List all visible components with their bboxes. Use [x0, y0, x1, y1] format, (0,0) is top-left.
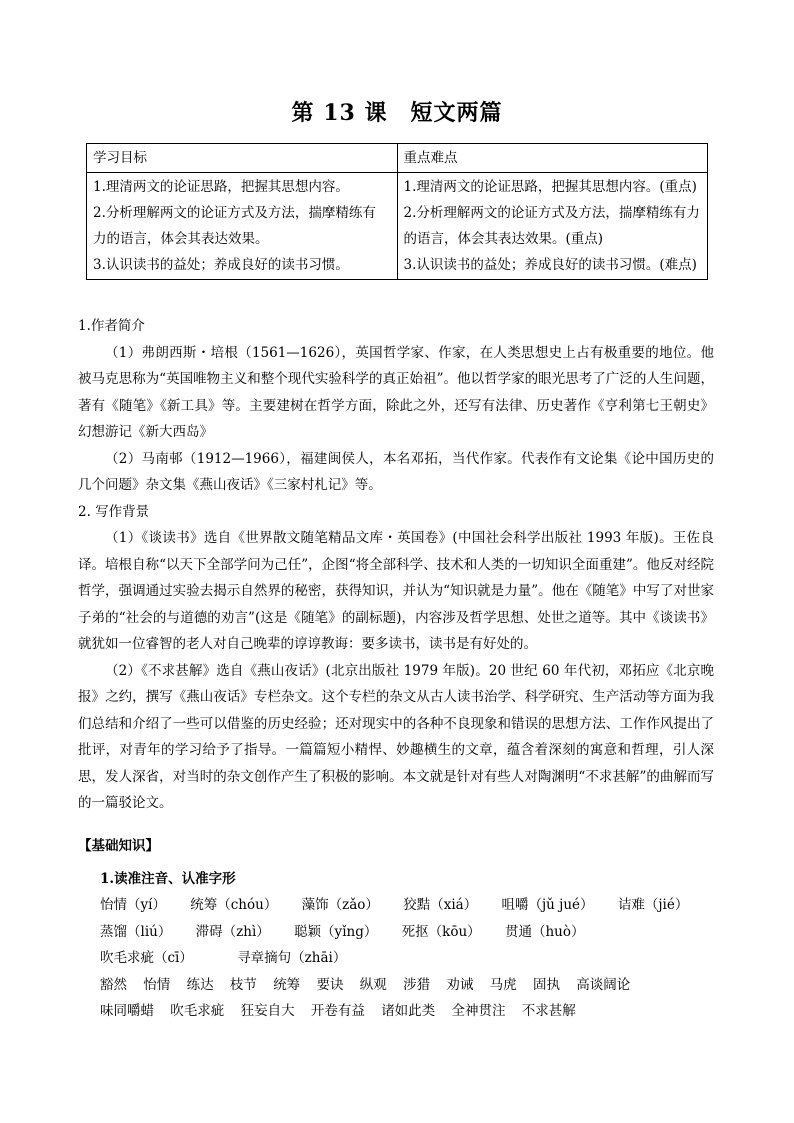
goal-line: 力的语言，体会其表达效果。 [93, 231, 269, 247]
keyword: 诸如此类 [381, 1003, 436, 1019]
paragraph: （2）马南邨（1912—1966），福建闽侯人，本名邓拓，当代作家。代表作有文论集《论中国历史的几个问题》杂文集《燕山夜话》《三家村札记》等。 [78, 450, 714, 493]
vocab-row [100, 919, 714, 946]
keyword: 怡情 [143, 976, 171, 993]
vocab-item: 贯通（huò） [504, 923, 585, 940]
basics-heading: 【基础知识】 [78, 838, 159, 854]
difficulty-header: 重点难点 [397, 144, 708, 173]
keyword-row [100, 972, 714, 999]
difficulty-line: 2.分析理解两文的论证方式及方法，揣摩精练有力 [403, 205, 700, 221]
keyword: 涉猎 [403, 976, 431, 993]
vocab-item: 蒸馏（liú） [100, 923, 172, 940]
difficulty-line: 的语言，体会其表达效果。(重点) [403, 231, 604, 247]
keyword: 全神贯注 [451, 1003, 506, 1019]
vocab-item: 统筹（chóu） [190, 897, 278, 913]
vocab-item: 狡黠（xiá） [403, 897, 478, 913]
vocab-item: 聪颖（yǐng） [294, 923, 378, 940]
vocab-row [100, 892, 714, 919]
keyword: 马虎 [489, 976, 517, 993]
vocab-item: 滞碍（zhì） [195, 923, 270, 940]
difficulty-line: 3.认识读书的益处；养成良好的读书习惯。(难点) [403, 257, 697, 273]
vocab-row [100, 945, 714, 972]
vocab-item: 咀嚼（jǔ jué） [501, 897, 594, 913]
basics-subheading: 1.读准注音、认准字形 [100, 870, 236, 887]
difficulty-line: 1.理清两文的论证思路，把握其思想内容。(重点) [403, 179, 697, 195]
vocab-item: 寻章摘句（zhāi） [237, 950, 347, 966]
keyword: 枝节 [229, 976, 257, 993]
keyword: 狂妄自大 [240, 1003, 295, 1019]
keyword: 练达 [186, 976, 214, 993]
keyword: 固执 [532, 976, 560, 993]
keyword: 高谈阔论 [576, 976, 631, 993]
difficulty-cell [397, 173, 708, 280]
keyword: 要诀 [316, 976, 344, 993]
keyword-row [100, 998, 714, 1025]
goal-line: 3.认识读书的益处；养成良好的读书习惯。 [93, 257, 349, 273]
section-author [78, 313, 714, 817]
keyword: 味同嚼蜡 [100, 1003, 154, 1019]
goals-cell [87, 173, 398, 280]
vocab-item: 死抠（kōu） [401, 923, 481, 940]
paragraph: （1）《谈读书》选自《世界散文随笔精品文库・英国卷》(中国社会科学出版社 1993 年版)。王佐良译。培根自称“以天下全部学问为己任”，企图“将全部科学、技术和人类的一切知识全面重建”。他反对经院哲学，强调通过实验去揭示自然界的秘密，获得知识，并认为“知识就是力量”。他在《随笔》中写了对世家子弟的“社会的与道德的劝言”(这是《随笔》的副标题)，内容涉及哲学思想、处世之道等。其中《谈读书》就犹如一位睿智的老人对自己晚辈的谆谆教诲：要多读书，读书是有好处的。 [78, 530, 714, 652]
vocab-item: 吹毛求疵（cī） [100, 950, 193, 966]
goals-header: 学习目标 [87, 144, 398, 173]
vocab-item: 怡情（yí） [100, 897, 166, 913]
keyword: 吹毛求疵 [170, 1003, 225, 1019]
section-heading: 2. 写作背景 [78, 503, 150, 520]
keyword: 统筹 [273, 976, 301, 993]
keyword: 开卷有益 [310, 1003, 365, 1019]
goal-line: 1.理清两文的论证思路，把握其思想内容。 [93, 179, 349, 195]
paragraph: （2）《不求甚解》选自《燕山夜话》(北京出版社 1979 年版)。20 世纪 60 年代初，邓拓应《北京晚报》之约，撰写《燕山夜话》专栏杂文。这个专栏的杂文从古人读书治学、科学研究、生产活动等方面为我们总结和介绍了一些可以借鉴的历史经验；还对现实中的各种不良现象和错误的思想方法、工作作风提出了批评，对青年的学习给予了指导。一篇篇短小精悍、妙趣横生的文章，蕴含着深刻的寓意和哲理，引人深思，发人深省，对当时的杂文创作产生了积极的影响。本文就是针对有些人对陶渊明“不求甚解”的曲解而写的一篇驳论文。 [78, 662, 714, 811]
keyword: 不求甚解 [521, 1003, 576, 1019]
page-title: 第 13 课 短文两篇 [291, 100, 503, 126]
keyword: 劝诫 [446, 976, 474, 993]
section-heading: 1.作者简介 [78, 318, 145, 334]
keyword: 纵观 [359, 976, 387, 993]
vocab-item: 诘难（jié） [617, 897, 689, 913]
vocab-item: 藻饰（zǎo） [301, 897, 379, 913]
goals-table [86, 143, 708, 280]
keyword: 豁然 [100, 976, 127, 993]
paragraph: （1）弗朗西斯・培根（1561—1626），英国哲学家、作家，在人类思想史上占有极重要的地位。他被马克思称为“英国唯物主义和整个现代实验科学的真正始祖”。他以哲学家的眼光思考了广泛的人生问题，著有《随笔》《新工具》等。主要建树在哲学方面，除此之外，还写有法律、历史著作《亨利第七王朝史》幻想游记《新大西岛》 [78, 344, 714, 440]
goal-line: 2.分析理解两文的论证方式及方法，揣摩精练有 [93, 205, 376, 221]
section-basics [78, 833, 714, 1025]
